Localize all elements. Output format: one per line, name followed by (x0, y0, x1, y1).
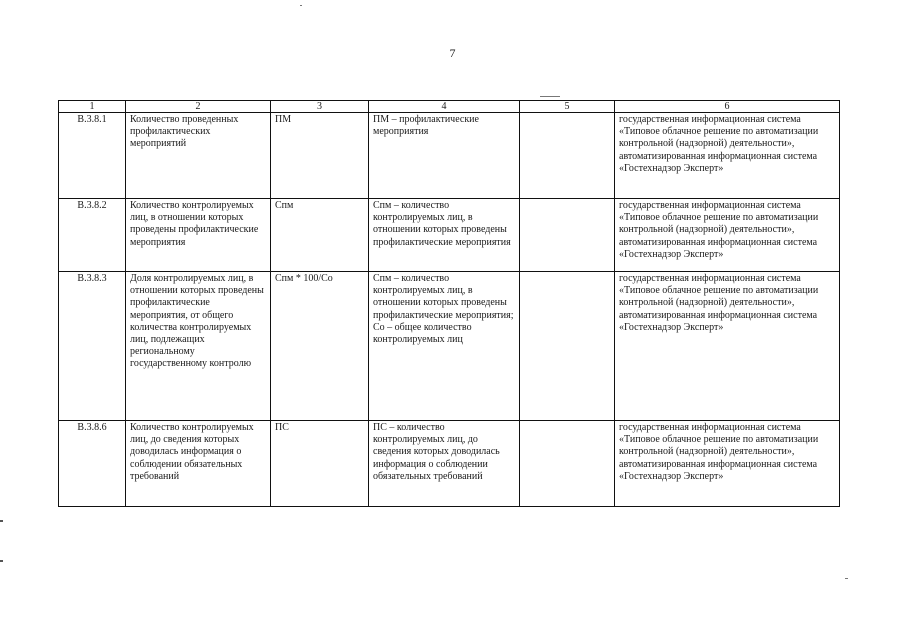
table-row (59, 272, 840, 421)
cell-description: ПС – количество контролируемых лиц, до сведения которых доводилась информация о соблюдении обязательных требований (369, 421, 520, 507)
cell-code: B.3.8.1 (59, 113, 126, 199)
table-row (59, 113, 840, 199)
cell-indicator: Количество контролируемых лиц, в отношении которых проведены профилактические мероприятия (126, 199, 271, 272)
cell-symbol: ПС (271, 421, 369, 507)
cell-description: Спм – количество контролируемых лиц, в отношении которых проведены профилактические мероприятия (369, 199, 520, 272)
cell-description: ПМ – профилактические мероприятия (369, 113, 520, 199)
table-row (59, 421, 840, 507)
cell-source: государственная информационная система «Типовое облачное решение по автоматизации контрольной (надзорной) деятельности», автоматизированная информационная система «Гостехнадзор Эксперт» (615, 272, 840, 421)
cell-source: государственная информационная система «Типовое облачное решение по автоматизации контрольной (надзорной) деятельности», автоматизированная информационная система «Гостехнадзор Эксперт» (615, 421, 840, 507)
page-number: 7 (449, 46, 456, 60)
cell-source: государственная информационная система «Типовое облачное решение по автоматизации контрольной (надзорной) деятельности», автоматизированная информационная система «Гостехнадзор Эксперт» (615, 113, 840, 199)
cell-col5 (520, 199, 615, 272)
cell-symbol: Спм (271, 199, 369, 272)
cell-indicator: Количество проведенных профилактических мероприятий (126, 113, 271, 199)
cell-code: B.3.8.3 (59, 272, 126, 421)
column-header-4: 4 (369, 101, 520, 113)
cell-indicator: Количество контролируемых лиц, до сведения которых доводилась информация о соблюдении обязательных требований (126, 421, 271, 507)
cell-symbol: Спм * 100/Со (271, 272, 369, 421)
scan-speck (540, 96, 560, 97)
cell-code: B.3.8.6 (59, 421, 126, 507)
column-header-1: 1 (59, 101, 126, 113)
column-header-6: 6 (615, 101, 840, 113)
table-row (59, 199, 840, 272)
column-header-5: 5 (520, 101, 615, 113)
scan-mark (0, 520, 3, 522)
cell-col5 (520, 272, 615, 421)
scan-mark (0, 560, 3, 562)
cell-col5 (520, 113, 615, 199)
scan-speck (845, 578, 848, 579)
cell-symbol: ПМ (271, 113, 369, 199)
cell-indicator: Доля контролируемых лиц, в отношении которых проведены профилактические мероприятия, от общего количества контролируемых лиц, подлежащих региональному государственному контролю (126, 272, 271, 421)
cell-source: государственная информационная система «Типовое облачное решение по автоматизации контрольной (надзорной) деятельности», автоматизированная информационная система «Гостехнадзор Эксперт» (615, 199, 840, 272)
header-row (59, 101, 840, 113)
cell-description: Спм – количество контролируемых лиц, в отношении которых проведены профилактические мероприятия; Со – общее количество контролируемых лиц (369, 272, 520, 421)
cell-col5 (520, 421, 615, 507)
column-header-3: 3 (271, 101, 369, 113)
scan-speck (300, 5, 302, 6)
column-header-2: 2 (126, 101, 271, 113)
cell-code: B.3.8.2 (59, 199, 126, 272)
indicators-table (58, 100, 840, 507)
